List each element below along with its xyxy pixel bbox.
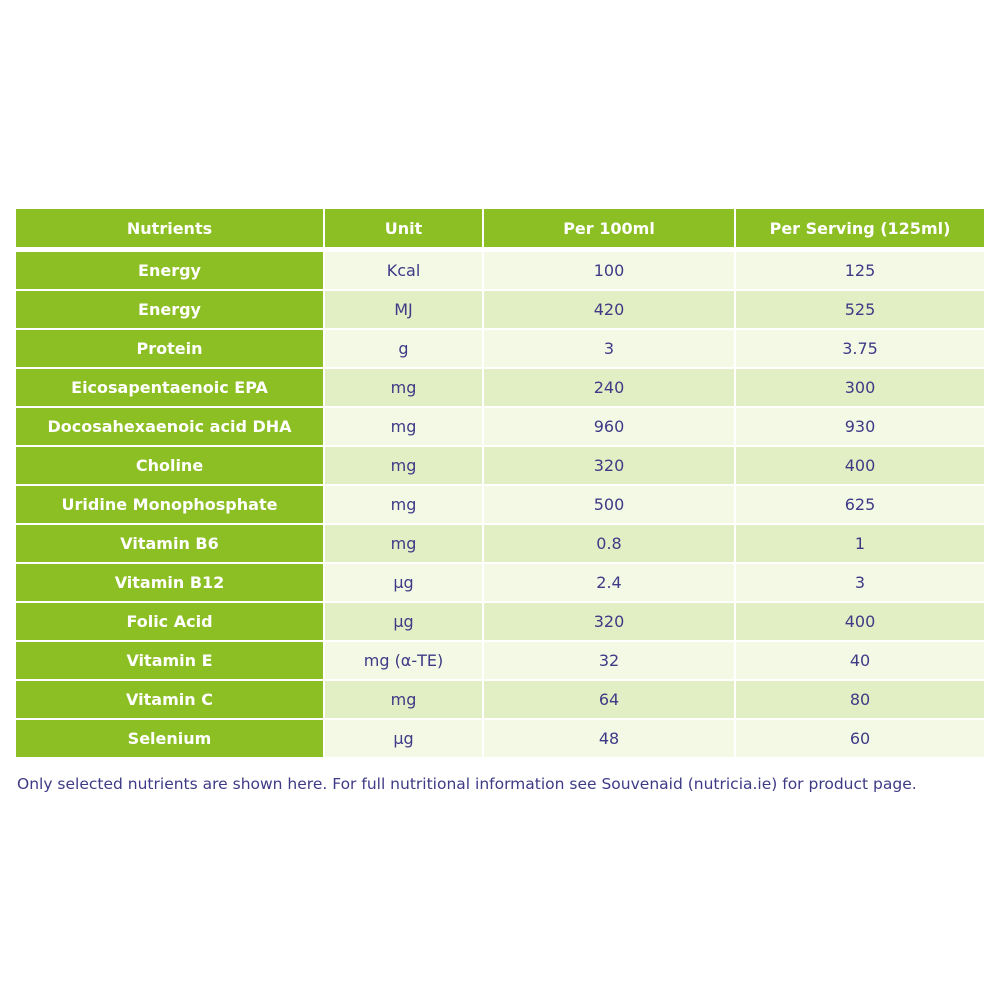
- nutrient-name-cell: Protein: [16, 330, 325, 369]
- per-100ml-cell: 2.4: [484, 564, 736, 603]
- per-100ml-cell: 3: [484, 330, 736, 369]
- unit-cell: mg (α-TE): [325, 642, 484, 681]
- table-row: [16, 408, 984, 447]
- nutrient-name-cell: Choline: [16, 447, 325, 486]
- unit-cell: mg: [325, 525, 484, 564]
- table-row: [16, 642, 984, 681]
- per-100ml-cell: 420: [484, 291, 736, 330]
- per-serving-cell: 400: [736, 603, 984, 642]
- per-100ml-cell: 320: [484, 603, 736, 642]
- per-100ml-cell: 64: [484, 681, 736, 720]
- table-row: [16, 369, 984, 408]
- nutrient-name-cell: Docosahexaenoic acid DHA: [16, 408, 325, 447]
- unit-cell: μg: [325, 564, 484, 603]
- per-100ml-cell: 0.8: [484, 525, 736, 564]
- column-header-unit: Unit: [325, 209, 484, 252]
- per-serving-cell: 3.75: [736, 330, 984, 369]
- per-100ml-cell: 320: [484, 447, 736, 486]
- per-serving-cell: 930: [736, 408, 984, 447]
- per-100ml-cell: 100: [484, 252, 736, 291]
- nutrient-name-cell: Selenium: [16, 720, 325, 759]
- per-serving-cell: 1: [736, 525, 984, 564]
- table-row: [16, 330, 984, 369]
- table-row: [16, 447, 984, 486]
- per-100ml-cell: 48: [484, 720, 736, 759]
- unit-cell: mg: [325, 408, 484, 447]
- table-row: [16, 720, 984, 759]
- per-serving-cell: 3: [736, 564, 984, 603]
- per-serving-cell: 300: [736, 369, 984, 408]
- per-serving-cell: 40: [736, 642, 984, 681]
- footnote: Only selected nutrients are shown here. For full nutritional information see Souvenaid (nutricia.ie) for product page.: [17, 775, 917, 793]
- nutrient-name-cell: Vitamin E: [16, 642, 325, 681]
- unit-cell: μg: [325, 720, 484, 759]
- unit-cell: μg: [325, 603, 484, 642]
- unit-cell: mg: [325, 447, 484, 486]
- column-header-per-100ml: Per 100ml: [484, 209, 736, 252]
- table-row: [16, 681, 984, 720]
- per-100ml-cell: 32: [484, 642, 736, 681]
- nutrient-name-cell: Vitamin C: [16, 681, 325, 720]
- nutrient-name-cell: Vitamin B6: [16, 525, 325, 564]
- nutrient-name-cell: Folic Acid: [16, 603, 325, 642]
- table-row: [16, 252, 984, 291]
- unit-cell: Kcal: [325, 252, 484, 291]
- nutrition-table: [16, 209, 984, 759]
- unit-cell: mg: [325, 369, 484, 408]
- column-header-per-serving: Per Serving (125ml): [736, 209, 984, 252]
- nutrition-table-container: [16, 209, 984, 759]
- table-body: [16, 252, 984, 759]
- nutrient-name-cell: Eicosapentaenoic EPA: [16, 369, 325, 408]
- per-100ml-cell: 500: [484, 486, 736, 525]
- table-row: [16, 603, 984, 642]
- unit-cell: g: [325, 330, 484, 369]
- per-100ml-cell: 240: [484, 369, 736, 408]
- nutrient-name-cell: Vitamin B12: [16, 564, 325, 603]
- table-row: [16, 525, 984, 564]
- nutrient-name-cell: Uridine Monophosphate: [16, 486, 325, 525]
- per-serving-cell: 125: [736, 252, 984, 291]
- unit-cell: mg: [325, 486, 484, 525]
- table-row: [16, 564, 984, 603]
- table-row: [16, 291, 984, 330]
- nutrient-name-cell: Energy: [16, 252, 325, 291]
- nutrient-name-cell: Energy: [16, 291, 325, 330]
- per-serving-cell: 400: [736, 447, 984, 486]
- unit-cell: mg: [325, 681, 484, 720]
- table-row: [16, 486, 984, 525]
- per-100ml-cell: 960: [484, 408, 736, 447]
- column-header-nutrients: Nutrients: [16, 209, 325, 252]
- per-serving-cell: 80: [736, 681, 984, 720]
- table-header-row: [16, 209, 984, 252]
- unit-cell: MJ: [325, 291, 484, 330]
- per-serving-cell: 60: [736, 720, 984, 759]
- per-serving-cell: 625: [736, 486, 984, 525]
- per-serving-cell: 525: [736, 291, 984, 330]
